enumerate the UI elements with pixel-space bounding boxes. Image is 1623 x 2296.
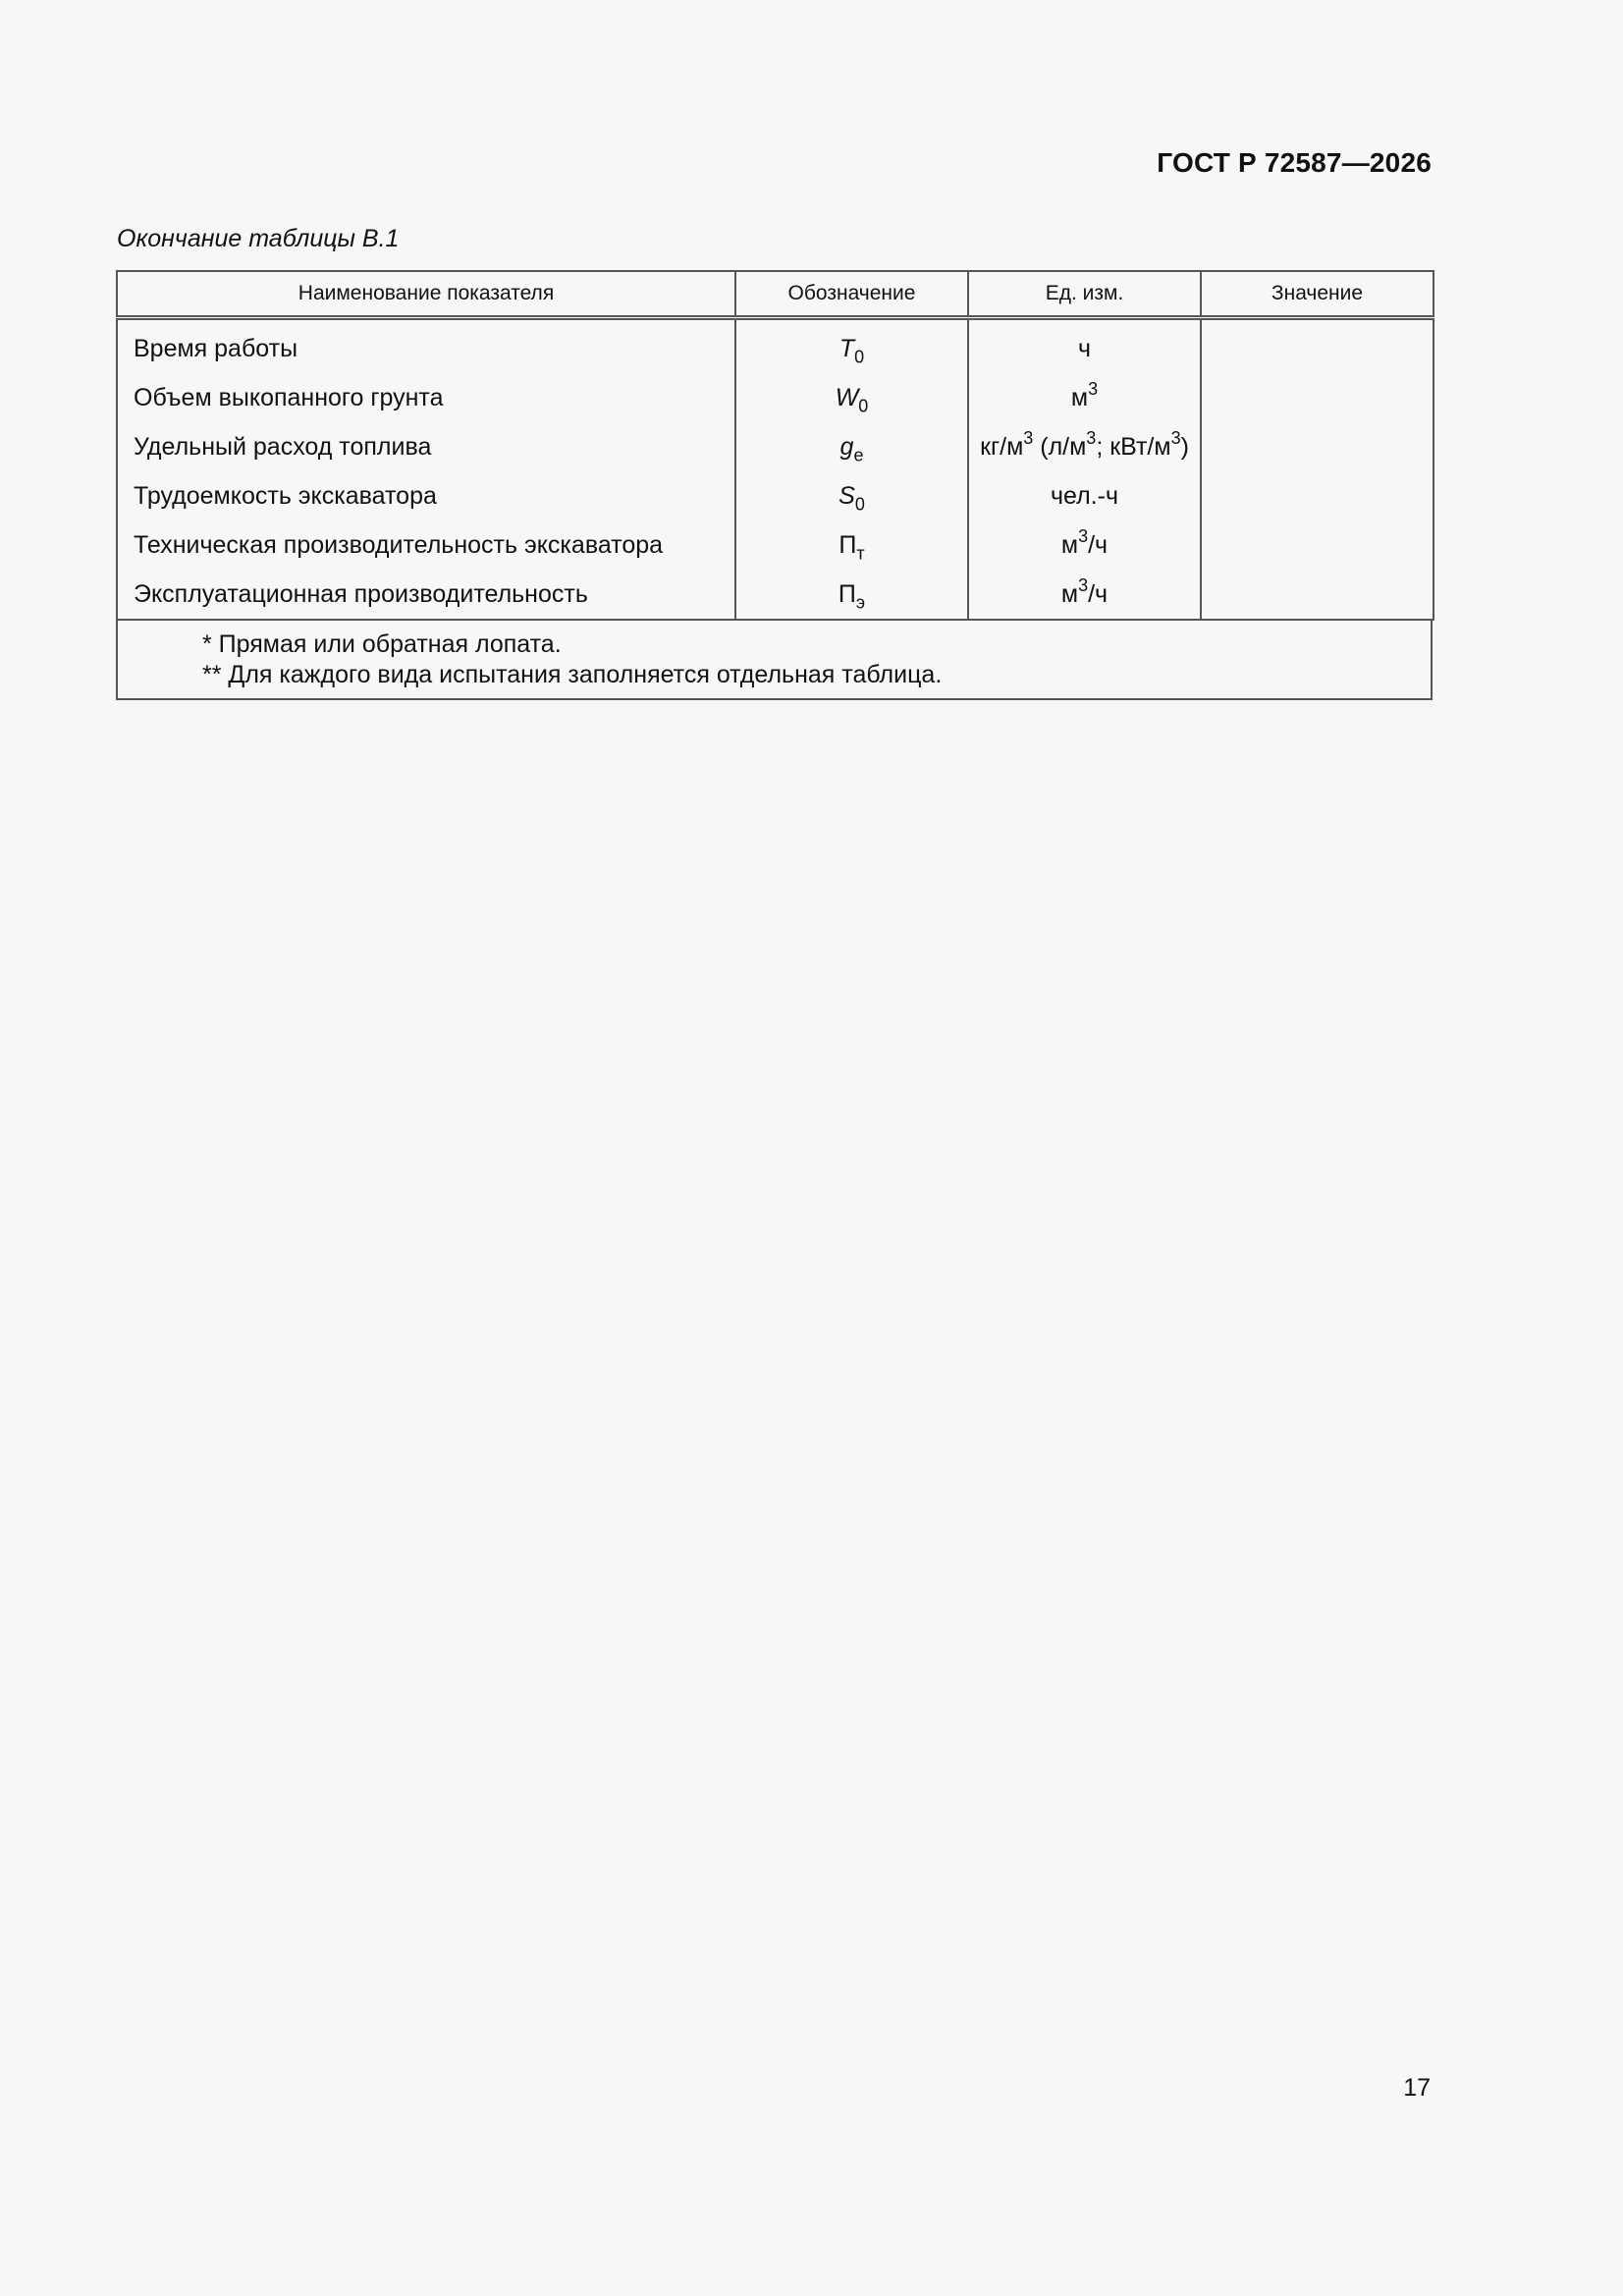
indicator-name: Объем выкопанного грунта [117, 373, 735, 422]
indicator-unit [968, 422, 1201, 471]
indicator-symbol [735, 520, 968, 570]
table-note: * Прямая или обратная лопата. [202, 630, 562, 658]
symbol-letter: W [835, 383, 859, 411]
symbol-letter: T [839, 334, 855, 362]
indicator-symbol [735, 373, 968, 422]
column-header-symbol: Обозначение [735, 271, 968, 318]
indicator-name: Удельный расход топлива [117, 422, 735, 471]
indicator-unit [968, 570, 1201, 620]
symbol-letter: S [839, 481, 855, 510]
indicator-unit [968, 520, 1201, 570]
indicator-value [1201, 570, 1434, 620]
table-caption: Окончание таблицы В.1 [117, 225, 400, 252]
table-header-row [117, 271, 1434, 318]
unit-text-alt: /ч [1088, 530, 1109, 559]
indicator-symbol [735, 422, 968, 471]
page-number: 17 [1403, 2074, 1431, 2102]
symbol-subscript: 0 [854, 493, 865, 514]
indicators-table [116, 270, 1433, 700]
indicator-unit [968, 318, 1201, 374]
indicator-symbol [735, 471, 968, 520]
unit-text-alt: (л/м [1033, 432, 1087, 461]
indicator-name: Время работы [117, 318, 735, 374]
symbol-letter: П [839, 530, 857, 559]
indicator-value [1201, 471, 1434, 520]
column-header-value: Значение [1201, 271, 1434, 318]
table-note: ** Для каждого вида испытания заполняется отдельная таблица. [202, 661, 943, 688]
symbol-letter: П [838, 579, 856, 608]
column-header-unit: Ед. изм. [968, 271, 1201, 318]
indicator-value [1201, 373, 1434, 422]
indicator-symbol [735, 570, 968, 620]
indicator-value [1201, 318, 1434, 374]
symbol-subscript: т [856, 542, 865, 563]
table-row [117, 422, 1434, 471]
indicator-value [1201, 422, 1434, 471]
unit-superscript: 3 [1078, 525, 1089, 546]
unit-text: м [1060, 530, 1079, 559]
unit-superscript: 3 [1088, 378, 1099, 399]
unit-superscript-tail: 3 [1170, 427, 1181, 448]
indicator-unit [968, 471, 1201, 520]
symbol-subscript: 0 [854, 346, 865, 366]
unit-text: ч [1077, 334, 1092, 362]
unit-text: м [1070, 383, 1089, 411]
table-notes [116, 621, 1433, 700]
unit-text: чел.-ч [1051, 481, 1118, 510]
table-row [117, 318, 1434, 374]
symbol-subscript: e [853, 444, 864, 465]
table-row [117, 373, 1434, 422]
indicator-name: Трудоемкость экскаватора [117, 471, 735, 520]
table-row [117, 570, 1434, 620]
unit-superscript: 3 [1078, 574, 1089, 595]
unit-text: м [1060, 579, 1079, 608]
indicator-value [1201, 520, 1434, 570]
unit-text-tail: ; кВт/$м^3$) [1096, 427, 1189, 461]
unit-text-alt: /ч [1088, 579, 1109, 608]
unit-superscript-alt: 3 [1086, 427, 1097, 448]
unit-superscript: 3 [1023, 427, 1034, 448]
indicator-unit [968, 373, 1201, 422]
indicator-symbol [735, 318, 968, 374]
unit-text: кг/м [980, 432, 1024, 461]
column-header-name: Наименование показателя [117, 271, 735, 318]
indicator-name: Эксплуатационная производительность [117, 570, 735, 620]
document-id: ГОСТ Р 72587—2026 [1157, 147, 1432, 178]
symbol-subscript: 0 [858, 395, 869, 415]
table-row [117, 520, 1434, 570]
symbol-subscript: э [855, 591, 866, 612]
indicator-name: Техническая производительность экскаватора [117, 520, 735, 570]
table-row [117, 471, 1434, 520]
symbol-letter: g [839, 432, 854, 461]
